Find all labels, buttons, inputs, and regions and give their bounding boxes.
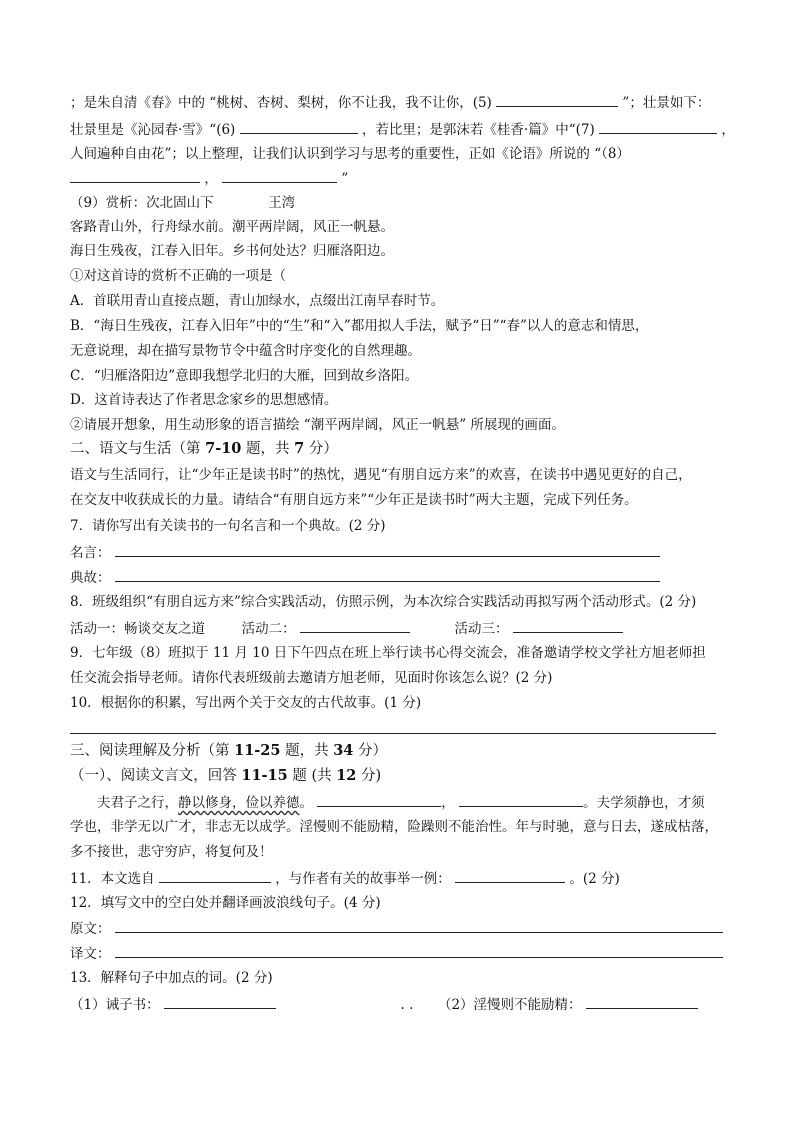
poem-author: 王湾 (268, 195, 296, 211)
text: 12 (336, 767, 357, 784)
text: （2）淫慢则不能励精： (437, 997, 582, 1013)
field-label: 原文： (70, 921, 111, 937)
text: 人间遍种自由花”；以上整理，让我们认识到学习与思考的重要性，正如《论语》所说的 “（8） (70, 146, 630, 162)
line-blank-8 (70, 168, 348, 189)
yiwen-answer-line[interactable] (115, 943, 723, 958)
mingyan-row (70, 542, 660, 563)
text: 题 (共 (287, 768, 337, 784)
activity-2-blank[interactable] (300, 618, 410, 633)
question-10-answer-line[interactable] (70, 732, 716, 734)
option-c: C．“归雁洛阳边”意即我想学北归的大雁，回到故乡洛阳。 (70, 368, 419, 384)
text: 分） (304, 441, 338, 457)
activity-2-label: 活动二： (241, 621, 296, 637)
text: 。 (299, 795, 313, 811)
text: 分) (356, 768, 382, 784)
answer-blank-5[interactable] (496, 92, 618, 107)
activity-3-blank[interactable] (513, 618, 623, 633)
text: （1）诫子书： (70, 997, 160, 1013)
answer-blank-8a[interactable] (70, 168, 200, 183)
poem-heading (70, 193, 295, 213)
field-label: 典故： (70, 570, 111, 586)
field-label: 译文： (70, 946, 111, 962)
text: 11-15 (241, 767, 288, 784)
yuanwen-answer-line[interactable] (115, 918, 723, 933)
yiwen-row (70, 943, 723, 964)
q11-blank-story[interactable] (455, 868, 565, 883)
text: 壮景里是《沁园春·雪》“(6) (70, 122, 236, 138)
text: （一）、阅读文言文，回答 (70, 768, 242, 784)
subsection-1-heading (70, 766, 381, 786)
text: ，若比里；是郭沫若《桂香·篇》中“(7) (361, 122, 595, 138)
text: ， (721, 122, 735, 138)
text: ， (441, 795, 455, 811)
q13-blank-1[interactable] (164, 994, 276, 1009)
question-7: 7．请你写出有关读书的一句名言和一个典故。(2 分) (70, 518, 386, 534)
text: 二、语文与生活（第 (70, 441, 206, 457)
section-2-heading (70, 439, 338, 459)
activity-3-label: 活动三： (454, 621, 509, 637)
question-11 (70, 868, 620, 889)
option-b-line-1: B．“海日生残夜，江春入旧年”中的“生”和“入”都用拟人手法，赋予“日”“春”以人的意志和情思， (70, 318, 649, 334)
mingyan-answer-line[interactable] (115, 542, 660, 557)
text: 分） (353, 743, 387, 759)
text: 11．本文选自 (70, 871, 155, 887)
classical-text-line-2: 学也，非学无以广才，非志无以成学。淫慢则不能励精，险躁则不能治性。年与时驰，意与日去，遂成枯落， (70, 819, 718, 835)
text: 题，共 (241, 441, 295, 457)
text: 夫君子之行， (97, 795, 178, 811)
answer-blank-8b[interactable] (222, 168, 337, 183)
q11-blank-source[interactable] (159, 868, 271, 883)
diangu-answer-line[interactable] (115, 567, 660, 582)
text: 。夫学须静也，才须 (583, 795, 705, 811)
text: ” (341, 171, 349, 187)
wavy-underlined-sentence: 静以修身，俭以养德 (178, 795, 300, 811)
line-lunyu (70, 144, 630, 164)
line-blanks-6-7 (70, 119, 735, 140)
section-3-heading (70, 741, 387, 761)
poem-line-2: 海日生残夜，江春入旧年。乡书何处达？归雁洛阳边。 (70, 243, 394, 259)
option-a: A．首联用青山直接点题，青山加绿水，点缀出江南早春时节。 (70, 293, 445, 309)
line-spring-quote (70, 92, 710, 113)
classical-blank-2[interactable] (459, 792, 583, 807)
classical-blank-1[interactable] (317, 792, 441, 807)
answer-blank-6[interactable] (240, 119, 358, 134)
poem-line-1: 客路青山外，行舟绿水前。潮平两岸阔，风正一帆悬。 (70, 219, 394, 235)
question-13-items (70, 994, 698, 1015)
text: ”；壮景如下： (622, 95, 711, 111)
question-12: 12．填写文中的空白处并翻译画波浪线句子。(4 分) (70, 895, 381, 911)
field-label: 名言： (70, 545, 111, 561)
text: 三、阅读理解及分析（第 (70, 743, 235, 759)
question-13: 13．解释句子中加点的词。(2 分) (70, 970, 273, 986)
text: 34 (333, 742, 354, 759)
question-9-1: ①对这首诗的赏析不正确的一项是（ (70, 268, 286, 284)
classical-text-line-1 (97, 792, 705, 813)
poem-title: （9）赏析：次北固山下 (70, 195, 214, 211)
text: 7-10 (205, 440, 242, 457)
activity-row (70, 618, 623, 639)
question-9-2: ②请展开想象，用生动形象的语言描绘 “潮平两岸阔，风正一帆悬” 所展现的画面。 (70, 417, 565, 433)
q13-blank-2[interactable] (586, 994, 698, 1009)
text: 11-25 (234, 742, 281, 759)
classical-text-line-3: 多不接世，悲守穷庐，将复何及！ (70, 844, 273, 860)
question-9-line-2: 任交流会指导老师。请你代表班级前去邀请方旭老师，见面时你该怎么说？(2 分) (70, 670, 553, 686)
text: 。(2 分) (569, 871, 620, 887)
text: ；是朱自清《春》中的 “桃树、杏树、梨树，你不让我，我不让你，(5) (70, 95, 492, 111)
intro-line-1: 语文与生活同行，让“少年正是读书时”的热忱，遇见“有朋自远方来”的欢喜，在读书中遇见更好的自己， (70, 467, 692, 483)
option-b-line-2: 无意说理，却在描写景物节令中蕴含时序变化的自然理趣。 (70, 343, 421, 359)
activity-1: 活动一：畅谈交友之道 (70, 621, 205, 637)
question-10: 10．根据你的积累，写出两个关于交友的古代故事。(1 分) (70, 695, 422, 711)
diangu-row (70, 567, 660, 588)
emphasis-dots: . . (400, 997, 414, 1013)
question-8: 8．班级组织“有朋自远方来”综合实践活动，仿照示例，为本次综合实践活动再拟写两个活动形式。(2 分) (70, 594, 697, 610)
option-d: D．这首诗表达了作者思念家乡的思想感情。 (70, 392, 338, 408)
text: 7 (294, 440, 305, 457)
text: 题，共 (280, 743, 334, 759)
answer-blank-7[interactable] (599, 119, 717, 134)
intro-line-2: 在交友中收获成长的力量。请结合“有朋自远方来”“少年正是读书时”两大主题，完成下列任务。 (70, 492, 638, 508)
text: ， (204, 171, 218, 187)
question-9-line-1: 9．七年级（8）班拟于 11 月 10 日下午四点在班上举行读书心得交流会，准备邀请学校文学社方旭老师担 (70, 645, 706, 661)
text: ，与作者有关的故事举一例： (275, 871, 451, 887)
yuanwen-row (70, 918, 723, 939)
